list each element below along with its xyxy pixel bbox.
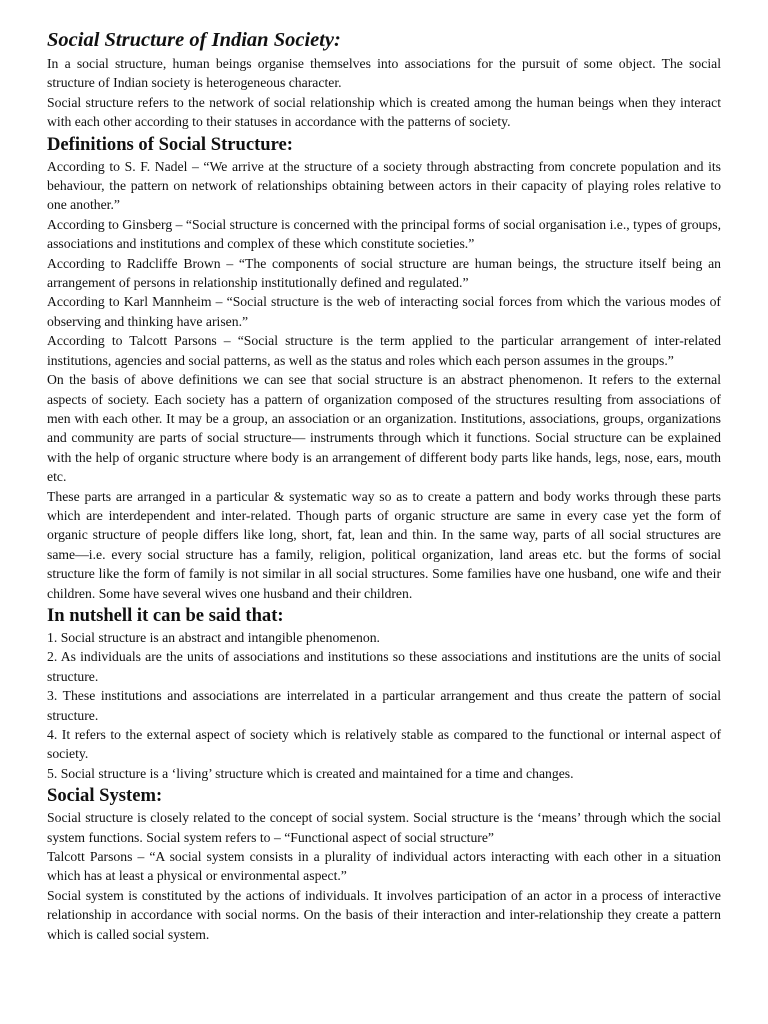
body-paragraph: Social structure is closely related to the concept of social system. Social structure is the ‘means’ through which the social system functions. Social system refers to – “Functional aspect of social structure” xyxy=(47,810,721,845)
definition-mannheim: According to Karl Mannheim – “Social structure is the web of interacting social forces from which the various modes of observing and thinking have arisen.” xyxy=(47,294,721,329)
list-item: 4. It refers to the external aspect of society which is relatively stable as compared to the functional or internal aspect of society. xyxy=(47,727,721,762)
definition-parsons: According to Talcott Parsons – “Social structure is the term applied to the particular arrangement of inter-related institutions, agencies and social patterns, as well as the status and roles which each person assumes in the groups.” xyxy=(47,333,721,368)
body-paragraph: On the basis of above definitions we can see that social structure is an abstract phenomenon. It refers to the external aspects of society. Each society has a pattern of organization composed of the structures resulting from associations of men with each other. It may be a group, an association or an organization. Institutions, associations, groups, organizations and community are parts of social structure— instruments through which it functions. Social structure can be explained with the help of organic structure where body is an arrangement of different body parts like hands, legs, nose, ears, mouth etc. xyxy=(47,372,721,485)
definition-nadel: According to S. F. Nadel – “We arrive at the structure of a society through abstracting from concrete population and its behaviour, the pattern on network of relationships obtaining between actors in their capacity of playing roles relative to one another.” xyxy=(47,158,721,213)
body-paragraph: Social system is constituted by the actions of individuals. It involves participation of an actor in a process of interactive relationship in accordance with social norms. On the basis of their interaction and inter-relationship they create a pattern which is called social system. xyxy=(47,887,721,942)
intro-paragraph: Social structure refers to the network of social relationship which is created among the human beings when they interact with each other according to their statuses in accordance with the patterns of society. xyxy=(47,94,721,130)
section-heading-nutshell: In nutshell it can be said that: xyxy=(47,604,284,626)
list-item: 2. As individuals are the units of associations and institutions so these associations and institutions are the units of social structure. xyxy=(47,649,721,684)
list-item: 3. These institutions and associations are interrelated in a particular arrangement and thus create the pattern of social structure. xyxy=(47,688,721,723)
section-heading-social-system: Social System: xyxy=(47,785,163,807)
list-item: 1. Social structure is an abstract and intangible phenomenon. xyxy=(47,629,380,645)
body-paragraph: These parts are arranged in a particular & systematic way so as to create a pattern and body works through these parts which are interdependent and inter-related. Though parts of organic structure are same in every case yet the form of organic structure of people differs like long, short, fat, lean and thin. In the same way, parts of all social structures are same—i.e. every social structure has a family, religion, political organization, land areas etc. but the forms of social structure like the form of family is not similar in all social structures. Some families have one husband, one wife and their children. Some have several wives one husband and their children. xyxy=(47,488,721,601)
body-paragraph: Talcott Parsons – “A social system consists in a plurality of individual actors interacting with each other in a situation which has at least a physical or environmental aspect.” xyxy=(47,849,721,884)
definition-ginsberg: According to Ginsberg – “Social structure is concerned with the principal forms of social organisation i.e., types of groups, associations and institutions and complex of these which constitute societies.” xyxy=(47,216,721,252)
definition-radcliffe-brown: According to Radcliffe Brown – “The components of social structure are human beings, the structure itself being an arrangement of persons in relationship institutionally defined and regulated.” xyxy=(47,255,721,291)
intro-paragraph: In a social structure, human beings organise themselves into associations for the pursuit of some object. The social structure of Indian society is heterogeneous character. xyxy=(47,56,721,91)
page-title: Social Structure of Indian Society: xyxy=(47,29,341,51)
list-item: 5. Social structure is a ‘living’ structure which is created and maintained for a time and changes. xyxy=(47,765,574,781)
section-heading-definitions: Definitions of Social Structure: xyxy=(47,133,294,155)
